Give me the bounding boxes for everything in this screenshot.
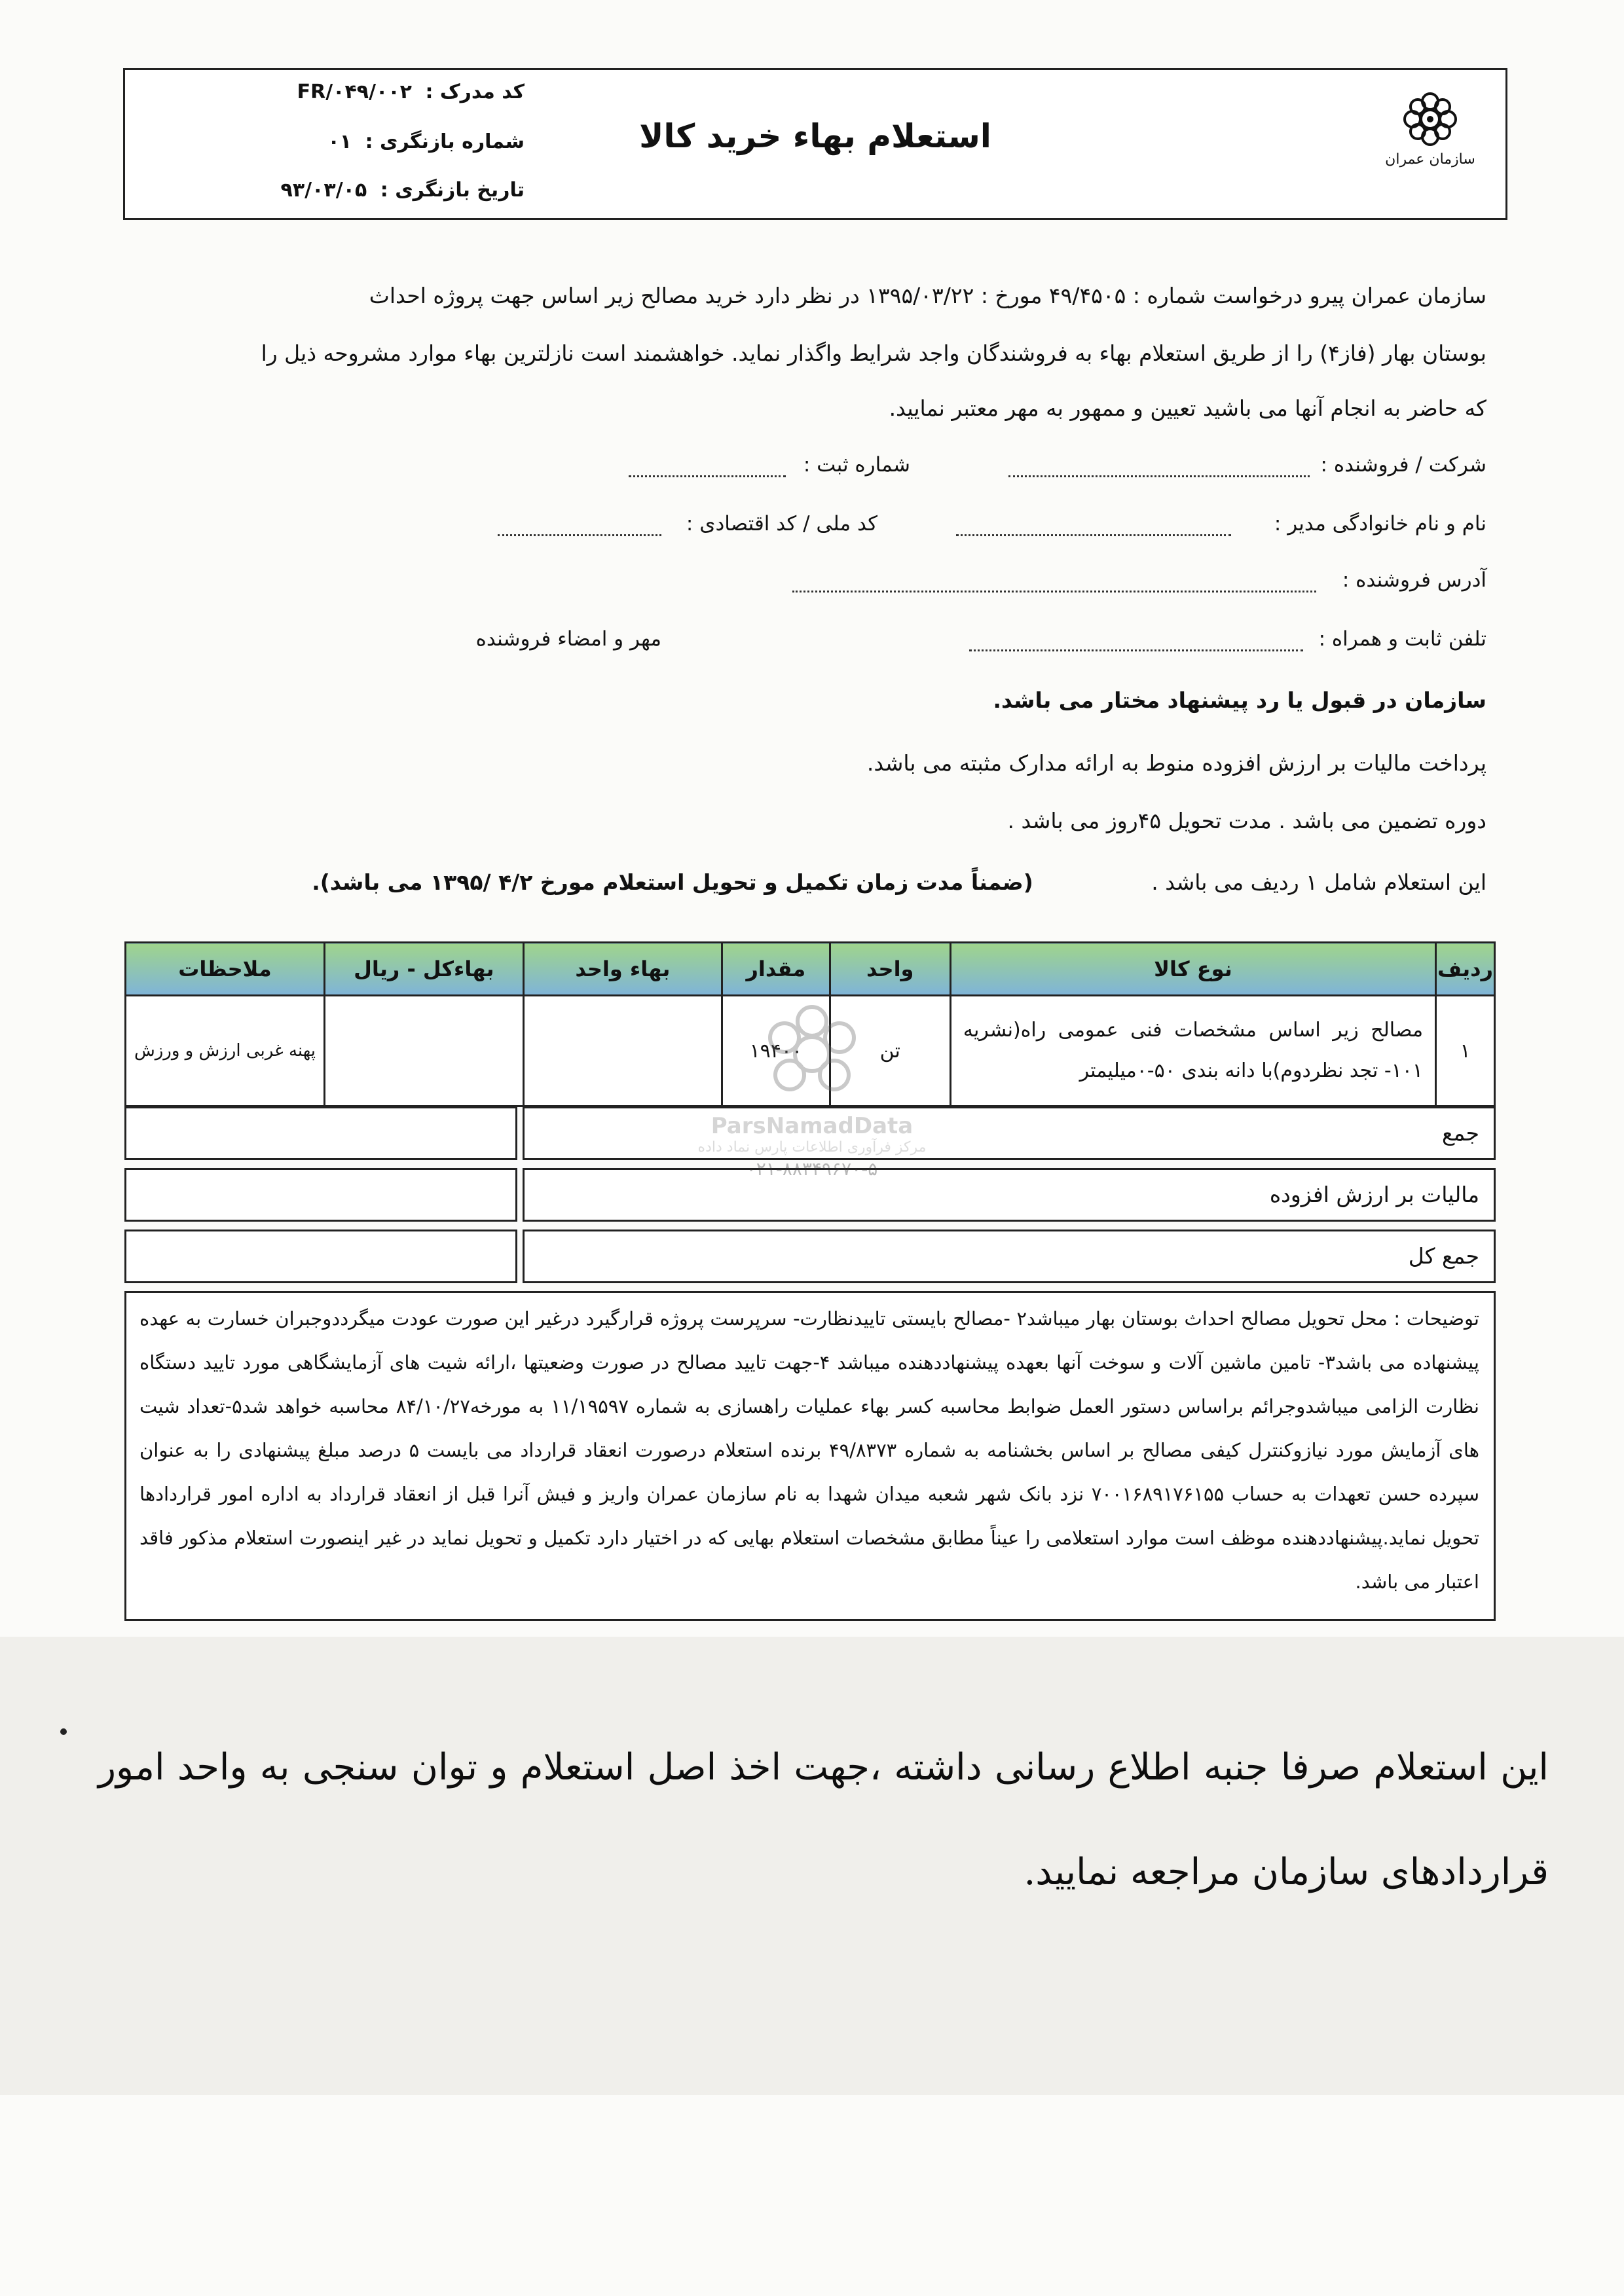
bullet-icon bbox=[60, 1728, 67, 1735]
intro-line-1: سازمان عمران پیرو درخواست شماره : ۴۹/۴۵۰۵ مورخ : ۱۳۹۵/۰۳/۲۲ در نظر دارد خرید مصالح زیر اساس جهت پروژه احداث bbox=[369, 283, 1486, 308]
phone-row bbox=[124, 627, 1486, 660]
document-header bbox=[123, 68, 1507, 220]
watermark-phone: ۰۲۱-۸۸۳۴۹۶۷۰-۵ bbox=[746, 1158, 878, 1180]
revision-date bbox=[158, 179, 525, 202]
vat-label: مالیات بر ارزش افزوده bbox=[523, 1168, 1496, 1222]
doc-code-label: کد مدرک : bbox=[425, 81, 525, 103]
row-count-line bbox=[124, 869, 1486, 896]
manager-input[interactable] bbox=[956, 517, 1231, 536]
remarks-cell: پهنه غربی ارزش و ورزش bbox=[126, 996, 325, 1106]
phone-input[interactable] bbox=[969, 632, 1303, 651]
unit-cell: تن bbox=[830, 996, 950, 1106]
item-cell: مصالح زیر اساس مشخصات فنی عمومی راه(نشریه ۱۰۱- تجد نظردوم)با دانه بندی ۵۰-۰میلیمتر bbox=[950, 996, 1435, 1106]
col-row-header: ردیف bbox=[1436, 943, 1495, 996]
page-title: استعلام بهاء خرید کالا bbox=[639, 117, 991, 155]
company-row bbox=[124, 453, 1486, 486]
vat-terms: پرداخت مالیات بر ارزش افزوده منوط به ارائه مدارک مثبته می باشد. bbox=[866, 750, 1486, 776]
deadline-text: (ضمناً مدت زمان تکمیل و تحویل استعلام مورخ ۴/۲ /۱۳۹۵ می باشد). bbox=[312, 869, 1033, 895]
phone-label: تلفن ثابت و همراه : bbox=[1318, 627, 1486, 651]
watermark-brand: ParsNamadData bbox=[710, 1113, 913, 1139]
revision-date-label: تاریخ بازنگری : bbox=[380, 179, 525, 202]
row-count-text: این استعلام شامل ۱ ردیف می باشد . bbox=[1151, 869, 1486, 895]
company-label: شرکت / فروشنده : bbox=[1320, 453, 1486, 477]
company-input[interactable] bbox=[1008, 458, 1310, 477]
warranty-delivery-terms: دوره تضمین می باشد . مدت تحویل ۴۵روز می باشد . bbox=[1007, 808, 1486, 833]
manager-row bbox=[124, 512, 1486, 545]
row-number-cell: ۱ bbox=[1436, 996, 1495, 1106]
col-unit-header: واحد bbox=[830, 943, 950, 996]
address-label: آدرس فروشنده : bbox=[1342, 568, 1486, 592]
col-qty-header: مقدار bbox=[722, 943, 830, 996]
doc-code bbox=[158, 81, 525, 103]
address-row bbox=[124, 568, 1486, 601]
grand-total-value-cell[interactable] bbox=[124, 1230, 517, 1283]
organization-logo bbox=[1381, 90, 1479, 208]
manager-label: نام و نام خانوادگی مدیر : bbox=[1274, 512, 1486, 536]
sum-label: جمع bbox=[523, 1106, 1496, 1160]
seal-signature-label: مهر و امضاء فروشنده bbox=[475, 627, 661, 651]
reg-no-label: شماره ثبت : bbox=[803, 453, 910, 477]
revision-number-label: شماره بازنگری : bbox=[365, 130, 525, 153]
total-price-cell[interactable] bbox=[324, 996, 523, 1106]
national-id-input[interactable] bbox=[498, 517, 661, 536]
watermark-subtitle: مرکز فرآوری اطلاعات پارس نماد داده bbox=[697, 1139, 927, 1156]
doc-code-value: FR/۰۴۹/۰۰۲ bbox=[297, 81, 412, 103]
intro-line-3: که حاضر به انجام آنها می باشید تعیین و ممهور به مهر معتبر نمایید. bbox=[889, 395, 1486, 421]
vat-value-cell[interactable] bbox=[124, 1168, 517, 1222]
reg-no-input[interactable] bbox=[629, 458, 786, 477]
logo-caption: سازمان عمران bbox=[1385, 151, 1475, 168]
col-item-header: نوع کالا bbox=[950, 943, 1435, 996]
acceptance-notice: سازمان در قبول یا رد پیشنهاد مختار می باشد. bbox=[993, 687, 1486, 713]
qty-cell: ۱۹۴۰۰ bbox=[722, 996, 830, 1106]
col-total-header: بهاءکل - ریال bbox=[324, 943, 523, 996]
revision-number-value: ۰۱ bbox=[327, 130, 352, 153]
watermark-logo-icon bbox=[747, 1002, 877, 1106]
table-header-row bbox=[126, 943, 1495, 996]
watermark-stamp bbox=[688, 1002, 936, 1264]
revision-date-value: ۹۳/۰۳/۰۵ bbox=[280, 179, 367, 202]
grand-total-label: جمع کل bbox=[523, 1230, 1496, 1283]
col-remarks-header: ملاحظات bbox=[126, 943, 325, 996]
col-unit-price-header: بهاء واحد bbox=[523, 943, 722, 996]
national-id-label: کد ملی / کد اقتصادی : bbox=[686, 512, 877, 536]
address-input[interactable] bbox=[792, 574, 1316, 592]
notes-box: توضیحات : محل تحویل مصالح احداث بوستان بهار میباشد۲ -مصالح بایستی تاییدنظارت- سرپرست پروژه قرارگیرد درغیر این صورت عودت میگرددوجبران خسارت به عهده پیشنهاده می باشد۳- تامین ماشین آلات و سوخت آنها بعهده پیشنهاددهنده میباشد ۴-جهت تایید مصالح در صورت وضعیتها ،ارائه شیت های آزمایشگاهی مورد تایید دستگاه نظارت الزامی میباشدوجرائم براساس دستور العمل ضوابط محاسبه کسر بهاء عملیات راهسازی به شماره ۱۱/۱۹۵۹۷ به مورخه۸۴/۱۰/۲۷ محاسبه خواهد شد۵-تعداد شیت های آزمایش مورد نیازوکنترل کیفی مصالح بر اساس بخشنامه به شماره ۴۹/۸۳۷۳ برنده استعلام درصورت انعقاد قرارداد می بایست ۵ درصد مبلغ پیشنهادی را به عنوان سپرده حسن تعهدات به حساب ۷۰۰۱۶۸۹۱۷۶۱۵۵ نزد بانک شهر شعبه میدان شهدا به نام سازمان عمران واریز و فیش آنرا قبل از انعقاد قرارداد به اداره امور قراردادها تحویل نماید.پیشنهاددهنده موظف است موارد استعلامی را عیناً مطابق مشخصات استعلام بهایی که در اختیار دارد تکمیل و تحویل نماید در غیر اینصورت استعلام مذکور فاقد اعتبار می باشد. bbox=[124, 1291, 1496, 1621]
flower-logo-icon bbox=[1401, 90, 1460, 149]
footer-note: این استعلام صرفا جنبه اطلاع رسانی داشته ،جهت اخذ اصل استعلام و توان سنجی به واحد امور قراردادهای سازمان مراجعه نمایید. bbox=[98, 1746, 1549, 1893]
intro-line-2: بوستان بهار (فاز۴) را از طریق استعلام بهاء به فروشندگان واجد شرایط واگذار نماید. خواهشمند است نازلترین بهاء موارد مشروحه ذیل را bbox=[261, 340, 1486, 366]
sum-value-cell[interactable] bbox=[124, 1106, 517, 1160]
